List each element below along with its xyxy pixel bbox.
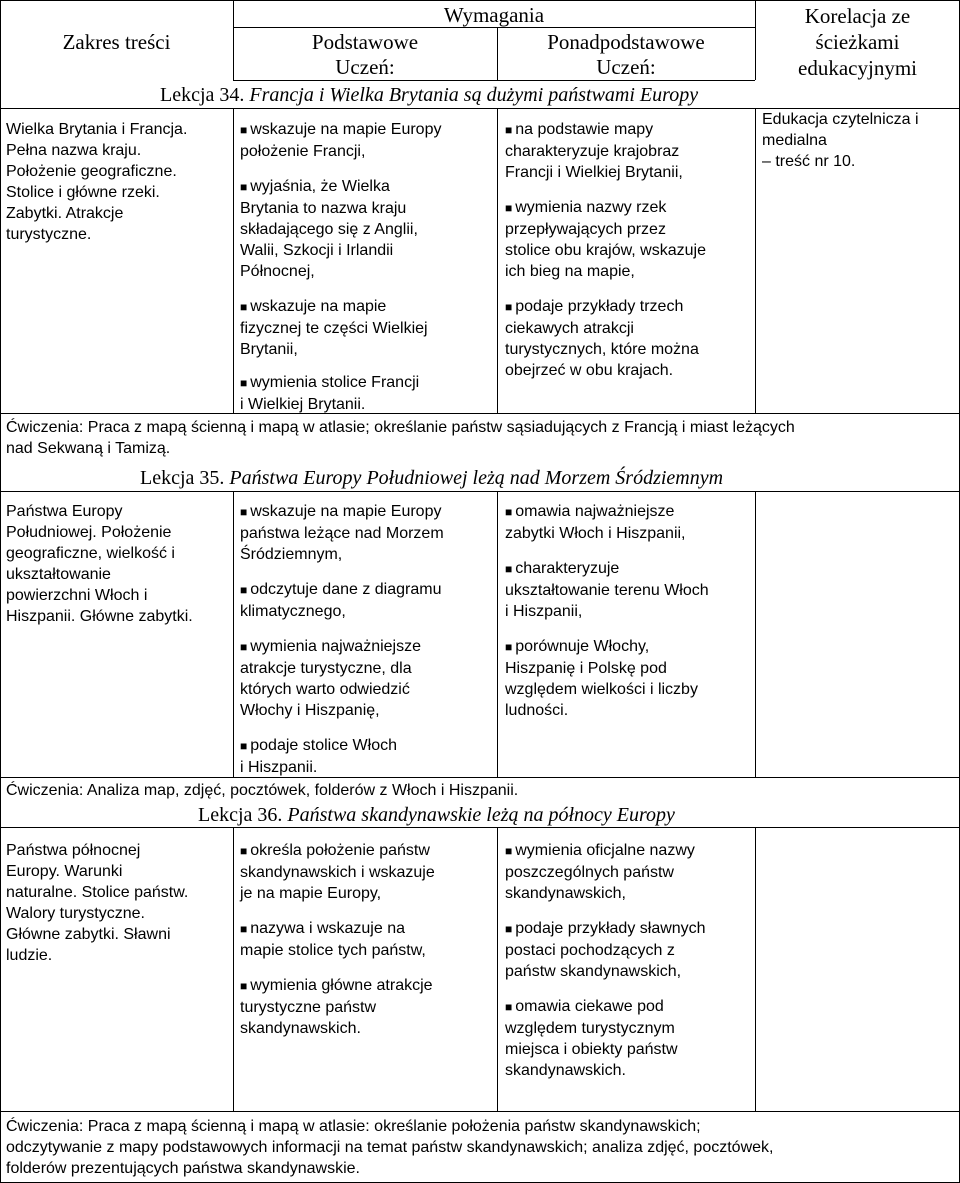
scope-cell xyxy=(6,501,230,627)
requirement-item xyxy=(505,501,753,544)
requirement-line: ukształtowanie terenu Włoch xyxy=(505,582,709,599)
requirement-line: Włochy i Hiszpanię, xyxy=(240,702,380,719)
requirement-line: skandynawskich, xyxy=(505,885,626,902)
requirement-line: ludności. xyxy=(505,702,569,719)
requirement-item xyxy=(505,119,753,183)
requirement-line: mapie stolice tych państw, xyxy=(240,942,426,959)
bullet-icon: ■ xyxy=(505,505,513,519)
bullet-icon: ■ xyxy=(240,844,248,858)
bullet-icon: ■ xyxy=(240,640,248,654)
requirement-item xyxy=(240,119,495,162)
exercise-line: Ćwiczenia: Analiza map, zdjęć, pocztówek, folderów z Włoch i Hiszpanii. xyxy=(6,782,519,799)
grid-line xyxy=(0,0,960,1)
exercise-line: Ćwiczenia: Praca z mapą ścienną i mapą w atlasie: określanie położenia państw skandynawskich; xyxy=(6,1118,701,1135)
requirement-item xyxy=(505,996,753,1081)
requirement-line: atrakcje turystyczne, dla xyxy=(240,660,412,677)
bullet-icon: ■ xyxy=(505,562,513,576)
scope-line: Wielka Brytania i Francja. xyxy=(6,121,188,138)
scope-line: Pełna nazwa kraju. xyxy=(6,142,142,159)
grid-line xyxy=(233,827,234,1111)
advanced-cell xyxy=(505,840,753,1095)
grid-line xyxy=(0,0,1,1183)
requirement-item xyxy=(240,918,495,961)
exercise-line: folderów prezentujących państwa skandynawskie. xyxy=(6,1160,360,1177)
bullet-icon: ■ xyxy=(240,922,248,936)
requirement-line: Brytania to nazwa kraju xyxy=(240,200,407,217)
bullet-icon: ■ xyxy=(240,739,248,753)
scope-line: Południowej. Położenie xyxy=(6,524,172,541)
header-scope: Zakres treści xyxy=(62,30,171,54)
scope-line: Stolice i główne rzeki. xyxy=(6,184,160,201)
requirement-line: położenie Francji, xyxy=(240,143,366,160)
requirement-item xyxy=(240,636,495,721)
header-correlation-1: Korelacja ze xyxy=(804,4,911,28)
requirement-item xyxy=(240,840,495,904)
header-correlation-2: ścieżkami xyxy=(815,30,900,54)
requirement-item xyxy=(505,918,753,982)
bullet-icon: ■ xyxy=(240,583,248,597)
requirement-line: ■ określa położenie państw xyxy=(240,842,430,859)
requirement-list xyxy=(240,119,495,415)
requirement-item xyxy=(240,579,495,622)
requirement-line: Północnej, xyxy=(240,263,315,280)
requirement-line: przepływających przez xyxy=(505,221,666,238)
requirement-line: je na mapie Europy, xyxy=(240,885,382,902)
requirement-item xyxy=(240,735,495,778)
requirement-item xyxy=(505,558,753,622)
requirement-line: ■ wskazuje na mapie Europy xyxy=(240,503,442,520)
requirement-line: ich bieg na mapie, xyxy=(505,263,635,280)
requirement-line: składającego się z Anglii, xyxy=(240,221,418,238)
exercise-line: Ćwiczenia: Praca z mapą ścienną i mapą w atlasie; określanie państw sąsiadujących z Francją i miast leżących xyxy=(6,419,795,436)
requirement-list xyxy=(240,840,495,1039)
grid-line xyxy=(497,491,498,777)
basic-cell xyxy=(240,501,495,792)
requirement-line: Śródziemnym, xyxy=(240,546,343,563)
requirement-line: ■ wymienia nazwy rzek xyxy=(505,199,667,216)
requirement-line: ■ porównuje Włochy, xyxy=(505,638,650,655)
grid-line xyxy=(755,108,756,413)
requirement-line: skandynawskich. xyxy=(505,1062,626,1079)
advanced-cell xyxy=(505,501,753,735)
header-requirements: Wymagania xyxy=(443,3,545,27)
requirement-line: ■ wyjaśnia, że Wielka xyxy=(240,178,390,195)
header-basic: Podstawowe xyxy=(311,30,419,54)
bullet-icon: ■ xyxy=(505,123,513,137)
requirement-line: ■ podaje stolice Włoch xyxy=(240,737,397,754)
requirement-line: ■ wskazuje na mapie xyxy=(240,298,387,315)
header-basic-sub: Uczeń: xyxy=(335,55,395,79)
requirement-line: Walii, Szkocji i Irlandii xyxy=(240,242,394,259)
grid-line xyxy=(0,491,960,492)
bullet-icon: ■ xyxy=(240,300,248,314)
requirement-list xyxy=(505,501,753,721)
grid-line xyxy=(0,827,960,828)
basic-cell xyxy=(240,840,495,1053)
requirement-line: i Hiszpanii. xyxy=(240,759,318,776)
scope-line: Walory turystyczne. xyxy=(6,905,145,922)
requirement-line: ■ wymienia najważniejsze xyxy=(240,638,421,655)
requirement-line: skandynawskich i wskazuje xyxy=(240,864,435,881)
scope-line: Położenie geograficzne. xyxy=(6,163,177,180)
requirement-line: postaci pochodzących z xyxy=(505,942,675,959)
requirement-item xyxy=(240,296,495,360)
requirement-line: Brytanii, xyxy=(240,341,298,358)
scope-line: Hiszpanii. Główne zabytki. xyxy=(6,608,193,625)
requirement-line: ■ wymienia stolice Francji xyxy=(240,374,420,391)
requirement-line: charakteryzuje krajobraz xyxy=(505,143,680,160)
exercise-line: nad Sekwaną i Tamizą. xyxy=(6,440,171,457)
correlation-line: – treść nr 10. xyxy=(762,153,856,170)
bullet-icon: ■ xyxy=(505,922,513,936)
requirement-item xyxy=(240,176,495,282)
scope-line: powierzchni Włoch i xyxy=(6,587,148,604)
advanced-cell xyxy=(505,119,753,395)
requirement-line: ■ podaje przykłady sławnych xyxy=(505,920,706,937)
requirement-line: stolice obu krajów, wskazuje xyxy=(505,242,706,259)
bullet-icon: ■ xyxy=(505,844,513,858)
requirement-line: fizycznej te części Wielkiej xyxy=(240,320,428,337)
basic-cell xyxy=(240,119,495,429)
header-correlation-3: edukacyjnymi xyxy=(798,56,917,80)
requirement-line: których warto odwiedzić xyxy=(240,681,410,698)
bullet-icon: ■ xyxy=(505,300,513,314)
grid-line xyxy=(233,491,234,777)
lesson-number: Lekcja 35. xyxy=(140,467,225,489)
requirement-item xyxy=(505,296,753,381)
requirement-line: Hiszpanię i Polskę pod xyxy=(505,660,667,677)
requirement-line: ■ wskazuje na mapie Europy xyxy=(240,121,442,138)
requirement-line: ■ omawia najważniejsze xyxy=(505,503,675,520)
lesson-heading xyxy=(140,466,723,490)
requirement-item xyxy=(240,372,495,415)
requirement-line: i Wielkiej Brytanii. xyxy=(240,396,366,413)
requirement-line: względem wielkości i liczby xyxy=(505,681,698,698)
requirement-item xyxy=(505,840,753,904)
lesson-heading xyxy=(160,83,698,107)
bullet-icon: ■ xyxy=(505,640,513,654)
lesson-number: Lekcja 34. xyxy=(160,84,245,106)
exercise-line: odczytywanie z mapy podstawowych informacji na temat państw skandynawskich; analiza zdjęć, pocztówek, xyxy=(6,1139,774,1156)
grid-line xyxy=(497,108,498,413)
requirement-line: ■ odczytuje dane z diagramu xyxy=(240,581,442,598)
lesson-number: Lekcja 36. xyxy=(198,804,283,826)
correlation-line: Edukacja czytelnicza i xyxy=(762,111,919,128)
scope-line: Główne zabytki. Sławni xyxy=(6,926,171,943)
bullet-icon: ■ xyxy=(240,979,248,993)
scope-line: Państwa Europy xyxy=(6,503,123,520)
scope-line: geograficzne, wielkość i xyxy=(6,545,175,562)
lesson-title: Francja i Wielka Brytania są dużymi państwami Europy xyxy=(249,84,699,106)
scope-line: ukształtowanie xyxy=(6,566,111,583)
requirement-line: ciekawych atrakcji xyxy=(505,320,634,337)
requirement-list xyxy=(505,840,753,1081)
grid-line xyxy=(755,491,756,777)
grid-line xyxy=(0,1111,960,1112)
bullet-icon: ■ xyxy=(240,180,248,194)
requirement-item xyxy=(240,975,495,1039)
requirement-line: obejrzeć w obu krajach. xyxy=(505,362,674,379)
header-advanced: Ponadpodstawowe xyxy=(547,30,705,54)
bullet-icon: ■ xyxy=(505,1000,513,1014)
requirement-line: państw skandynawskich, xyxy=(505,963,682,980)
requirement-item xyxy=(505,636,753,721)
correlation-line: medialna xyxy=(762,132,827,149)
requirement-line: państwa leżące nad Morzem xyxy=(240,525,444,542)
exercises-text xyxy=(6,1116,956,1179)
scope-cell xyxy=(6,840,230,966)
requirement-line: poszczególnych państw xyxy=(505,864,674,881)
grid-line xyxy=(233,80,755,81)
bullet-icon: ■ xyxy=(240,505,248,519)
scope-line: Europy. Warunki xyxy=(6,863,123,880)
scope-line: turystyczne. xyxy=(6,226,92,243)
requirement-line: klimatycznego, xyxy=(240,603,346,620)
requirement-line: i Hiszpanii, xyxy=(505,603,583,620)
requirement-item xyxy=(240,501,495,565)
requirement-line: względem turystycznym xyxy=(505,1020,675,1037)
requirement-line: miejsca i obiekty państw xyxy=(505,1041,678,1058)
requirement-line: ■ omawia ciekawe pod xyxy=(505,998,664,1015)
bullet-icon: ■ xyxy=(240,123,248,137)
requirement-item xyxy=(505,197,753,282)
requirement-line: Francji i Wielkiej Brytanii, xyxy=(505,164,683,181)
requirement-line: ■ wymienia główne atrakcje xyxy=(240,977,433,994)
requirement-line: skandynawskich. xyxy=(240,1020,361,1037)
header-advanced-sub: Uczeń: xyxy=(596,55,656,79)
correlation-cell xyxy=(762,109,958,172)
requirement-list xyxy=(240,501,495,778)
grid-line xyxy=(497,827,498,1111)
scope-line: Państwa północnej xyxy=(6,842,141,859)
exercises-text xyxy=(6,780,956,801)
bullet-icon: ■ xyxy=(505,201,513,215)
scope-line: Zabytki. Atrakcje xyxy=(6,205,124,222)
requirement-line: ■ wymienia oficjalne nazwy xyxy=(505,842,695,859)
lesson-title: Państwa skandynawskie leżą na północy Europy xyxy=(287,804,675,826)
requirement-line: turystyczne państw xyxy=(240,999,377,1016)
requirement-line: turystycznych, które można xyxy=(505,341,699,358)
requirement-line: ■ podaje przykłady trzech xyxy=(505,298,684,315)
scope-cell xyxy=(6,119,230,245)
exercises-text xyxy=(6,417,956,459)
bullet-icon: ■ xyxy=(240,376,248,390)
requirement-line: ■ na podstawie mapy xyxy=(505,121,654,138)
lesson-title: Państwa Europy Południowej leżą nad Morzem Śródziemnym xyxy=(229,467,724,489)
scope-line: ludzie. xyxy=(6,947,53,964)
requirement-line: ■ nazywa i wskazuje na xyxy=(240,920,405,937)
grid-line xyxy=(233,108,234,413)
requirement-line: ■ charakteryzuje xyxy=(505,560,620,577)
requirement-list xyxy=(505,119,753,381)
lesson-heading xyxy=(198,803,675,827)
requirement-line: zabytki Włoch i Hiszpanii, xyxy=(505,525,686,542)
scope-line: naturalne. Stolice państw. xyxy=(6,884,189,901)
grid-line xyxy=(755,827,756,1111)
